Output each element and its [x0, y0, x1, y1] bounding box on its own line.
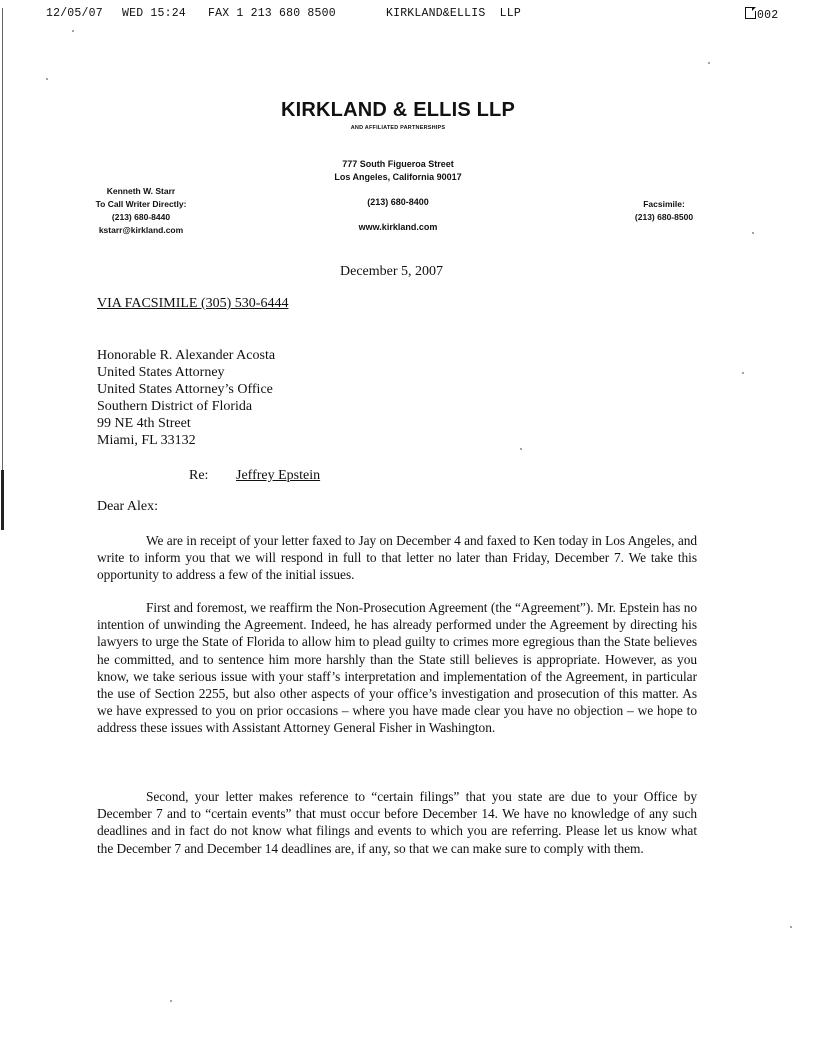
facsimile-block — [616, 198, 712, 224]
fax-date: 12/05/07 — [46, 7, 103, 20]
re-subject: Jeffrey Epstein — [236, 468, 321, 483]
body-paragraph: First and foremost, we reaffirm the Non-Prosecution Agreement (the “Agreement”). Mr. Epstein has no intention of unwinding the Agreement. Indeed, he has already performed under the Agreement by directing his lawyers to urge the State of Florida to allow him to plead guilty to crimes more egregious than the State believes he committed, and to sentence him more harshly than the State still believes is appropriate. However, as you know, we take serious issue with your staff’s interpretation and implementation of the Agreement, in particular the use of Section 2255, but also other aspects of your office’s investigation and prosecution of this matter. As we have expressed to you on prior occasions – where you have made clear you have no objection – we hope to address these issues with Assistant Attorney General Fisher in Washington. — [97, 600, 697, 736]
addressee-line: 99 NE 4th Street — [97, 416, 191, 431]
scan-speck — [790, 926, 792, 928]
addressee-line: Miami, FL 33132 — [97, 433, 196, 448]
firm-street: 777 South Figueroa Street — [342, 159, 454, 169]
fax-sender: KIRKLAND&ELLIS LLP — [386, 7, 521, 20]
addressee-line: Honorable R. Alexander Acosta — [97, 348, 276, 363]
writer-direct-label: To Call Writer Directly: — [95, 199, 187, 209]
addressee-block — [97, 347, 275, 449]
letter-date: December 5, 2007 — [340, 264, 444, 279]
scan-speck — [520, 448, 522, 450]
firm-website: www.kirkland.com — [358, 222, 438, 232]
scan-speck — [742, 372, 744, 374]
body-paragraph: We are in receipt of your letter faxed to Jay on December 4 and faxed to Ken today in Los Angeles, and write to inform you that we will respond in full to that letter no later than Friday, December 7. We take this opportunity to address a few of the initial issues. — [97, 533, 697, 583]
fax-number: FAX 1 213 680 8500 — [208, 7, 336, 20]
fax-header — [46, 7, 786, 23]
scan-speck — [708, 62, 710, 64]
fax-page-number: 002 — [757, 9, 779, 22]
writer-contact-block — [78, 185, 204, 237]
re-label: Re: — [189, 468, 209, 483]
facsimile-label: Facsimile: — [643, 199, 685, 209]
addressee-line: Southern District of Florida — [97, 399, 253, 414]
writer-direct-phone: (213) 680-8440 — [111, 212, 171, 222]
scan-speck — [752, 232, 754, 234]
scan-edge-line — [2, 8, 3, 528]
scan-speck — [170, 1000, 172, 1002]
fax-page — [745, 7, 778, 22]
firm-name: KIRKLAND & ELLIS LLP — [281, 99, 515, 121]
scan-edge-mark — [1, 470, 4, 530]
delivery-line: VIA FACSIMILE (305) 530-6444 — [97, 296, 289, 311]
writer-email: kstarr@kirkland.com — [98, 225, 184, 235]
firm-subtitle: AND AFFILIATED PARTNERSHIPS — [350, 125, 446, 131]
fax-page-icon — [745, 7, 756, 19]
firm-city: Los Angeles, California 90017 — [334, 172, 462, 182]
scan-speck — [46, 78, 48, 80]
body-paragraph: Second, your letter makes reference to “certain filings” that you state are due to your Office by December 7 and to “certain events” that must occur before December 14. We have no knowledge of any such deadlines and in fact do not know what filings and events to which you are referring. Please let us know what the December 7 and December 14 deadlines are, if any, so that we can make sure to comply with them. — [97, 789, 697, 856]
salutation: Dear Alex: — [97, 499, 159, 514]
writer-name: Kenneth W. Starr — [106, 186, 176, 196]
firm-phone: (213) 680-8400 — [367, 197, 429, 207]
fax-day-time: WED 15:24 — [122, 7, 186, 20]
addressee-line: United States Attorney’s Office — [97, 382, 273, 397]
facsimile-number: (213) 680-8500 — [634, 212, 694, 222]
scan-speck — [72, 30, 74, 32]
addressee-line: United States Attorney — [97, 365, 225, 380]
